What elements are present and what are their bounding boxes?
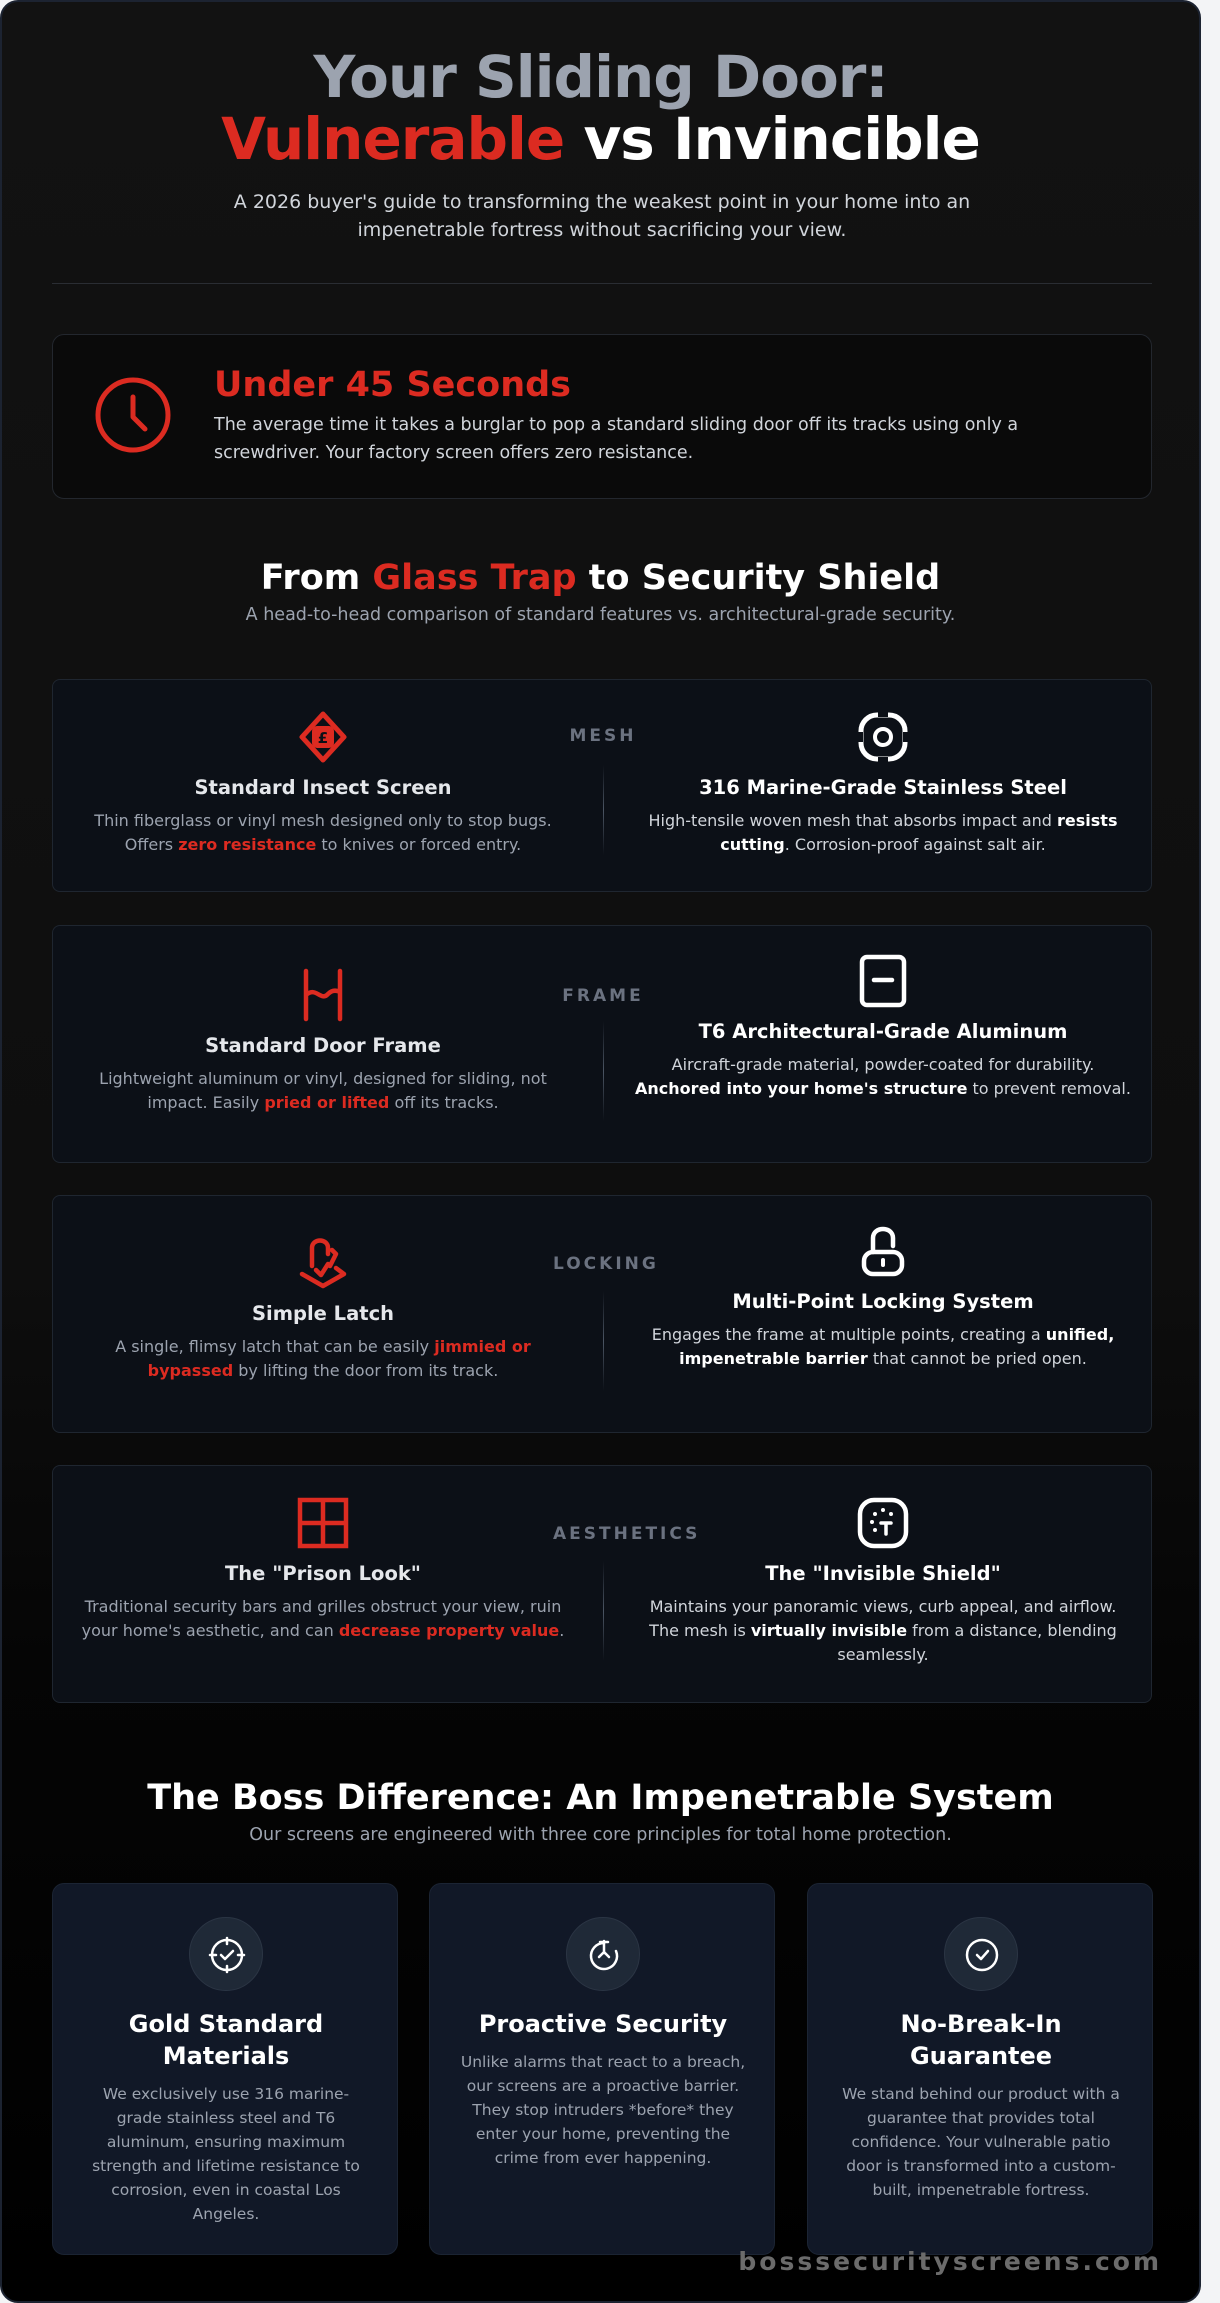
category-label: AESTHETICS <box>553 1524 701 1544</box>
feature-text: Thin fiberglass or vinyl mesh designed only to stop bugs. Offers zero resistance to knives or forced entry. <box>94 811 552 854</box>
standard-side <box>73 710 573 857</box>
feature-text: A single, flimsy latch that can be easily jimmied or bypassed by lifting the door from its track. <box>115 1337 531 1380</box>
feature-text: High-tensile woven mesh that absorbs impact and resists cutting. Corrosion-proof against salt air. <box>648 811 1118 854</box>
title-vulnerable: Vulnerable <box>221 105 565 173</box>
comparison-row-locking <box>52 1195 1152 1433</box>
comparison-subtitle: A head-to-head comparison of standard features vs. architectural-grade security. <box>245 605 956 625</box>
stat-text: The average time it takes a burglar to pop a standard sliding door off its tracks using only a screwdriver. Your factory screen offers zero resistance. <box>214 415 1019 463</box>
feature-card-guarantee <box>807 1883 1153 2255</box>
feature-title: T6 Architectural-Grade Aluminum <box>698 1020 1068 1043</box>
divider-line <box>603 1561 604 1661</box>
feature-card-proactive <box>429 1883 775 2255</box>
page-title <box>2 43 1199 173</box>
svg-text:£: £ <box>317 729 329 747</box>
check-circle-icon <box>962 1935 1002 1975</box>
standard-side <box>73 1236 573 1383</box>
lock-icon <box>856 1224 910 1278</box>
boss-title: The Boss Difference: An Impenetrable System <box>147 1778 1054 1818</box>
latch-icon <box>296 1236 350 1290</box>
feature-title: Standard Door Frame <box>205 1034 441 1057</box>
comparison-title-red: Glass Trap <box>372 558 577 598</box>
feature-title: Simple Latch <box>251 1302 395 1325</box>
boss-side <box>633 710 1133 857</box>
feature-title: Multi-Point Locking System <box>732 1290 1034 1313</box>
divider-line <box>603 765 604 855</box>
feature-text: Traditional security bars and grilles obstruct your view, ruin your home's aesthetic, and can decrease property value. <box>81 1597 565 1640</box>
boss-side <box>633 1224 1133 1371</box>
feature-card-text: Unlike alarms that react to a breach, our screens are a proactive barrier. They stop intruders *before* they enter your home, preventing the crime from ever happening. <box>460 2053 746 2167</box>
feature-text: Lightweight aluminum or vinyl, designed for sliding, not impact. Easily pried or lifted off its tracks. <box>99 1069 547 1112</box>
insect-screen-icon <box>296 710 350 764</box>
feature-title: The "Invisible Shield" <box>765 1562 1001 1585</box>
comparison-row-frame <box>52 925 1152 1163</box>
boss-side <box>633 1496 1133 1667</box>
category-label: LOCKING <box>553 1254 659 1274</box>
stat-title: Under 45 Seconds <box>214 365 572 405</box>
feature-text: Aircraft-grade material, powder-coated for durability. Anchored into your home's structure to prevent removal. <box>635 1055 1131 1098</box>
proactive-timer-icon <box>584 1935 624 1975</box>
boss-side <box>633 954 1133 1101</box>
divider-line <box>603 1291 604 1391</box>
title-line-1: Your Sliding Door: <box>313 43 888 111</box>
comparison-title-post: to Security Shield <box>576 558 941 598</box>
clock-icon <box>93 375 173 455</box>
invisible-shield-icon <box>856 1496 910 1550</box>
aluminum-frame-icon <box>856 954 910 1008</box>
title-line-2 <box>2 105 1199 173</box>
standard-side <box>73 968 573 1115</box>
feature-title: Standard Insect Screen <box>194 776 452 799</box>
website-url: bosssecurityscreens.com <box>738 2247 1162 2276</box>
feature-card-title: Proactive Security <box>478 2010 728 2038</box>
feature-text: Maintains your panoramic views, curb appeal, and airflow. The mesh is virtually invisible from a distance, blending seamlessly. <box>649 1597 1117 1664</box>
stat-callout <box>52 334 1152 499</box>
divider <box>52 283 1152 284</box>
standard-side <box>73 1496 573 1643</box>
feature-card-title: Gold Standard Materials <box>128 2010 324 2070</box>
feature-card-text: We exclusively use 316 marine-grade stainless steel and T6 aluminum, ensuring maximum strength and lifetime resistance to corrosion, even in coastal Los Angeles. <box>92 2085 360 2223</box>
icon-badge <box>189 1917 263 1991</box>
category-label: FRAME <box>562 986 644 1006</box>
title-invincible: vs Invincible <box>564 105 980 173</box>
steel-mesh-icon <box>856 710 910 764</box>
comparison-title-pre: From <box>260 558 373 598</box>
comparison-row-aesthetics <box>52 1465 1152 1703</box>
divider-line <box>603 1021 604 1121</box>
window-bars-icon <box>296 1496 350 1550</box>
feature-text: Engages the frame at multiple points, creating a unified, impenetrable barrier that cannot be pried open. <box>651 1325 1115 1368</box>
boss-subtitle: Our screens are engineered with three core principles for total home protection. <box>249 1825 952 1845</box>
door-frame-icon <box>296 968 350 1022</box>
comparison-title <box>2 558 1199 598</box>
target-check-icon <box>207 1935 247 1975</box>
category-label: MESH <box>569 726 637 746</box>
icon-badge <box>944 1917 1018 1991</box>
comparison-row-mesh <box>52 679 1152 892</box>
icon-badge <box>566 1917 640 1991</box>
feature-title: 316 Marine-Grade Stainless Steel <box>699 776 1067 799</box>
feature-card-title: No-Break-In Guarantee <box>900 2010 1062 2070</box>
feature-title: The "Prison Look" <box>225 1562 421 1585</box>
feature-card-materials <box>52 1883 398 2255</box>
feature-card-text: We stand behind our product with a guarantee that provides total confidence. Your vulnerable patio door is transformed into a custom-built, impenetrable fortress. <box>842 2085 1120 2199</box>
page-subtitle: A 2026 buyer's guide to transforming the weakest point in your home into an impenetrable fortress without sacrificing your view. <box>233 191 971 241</box>
